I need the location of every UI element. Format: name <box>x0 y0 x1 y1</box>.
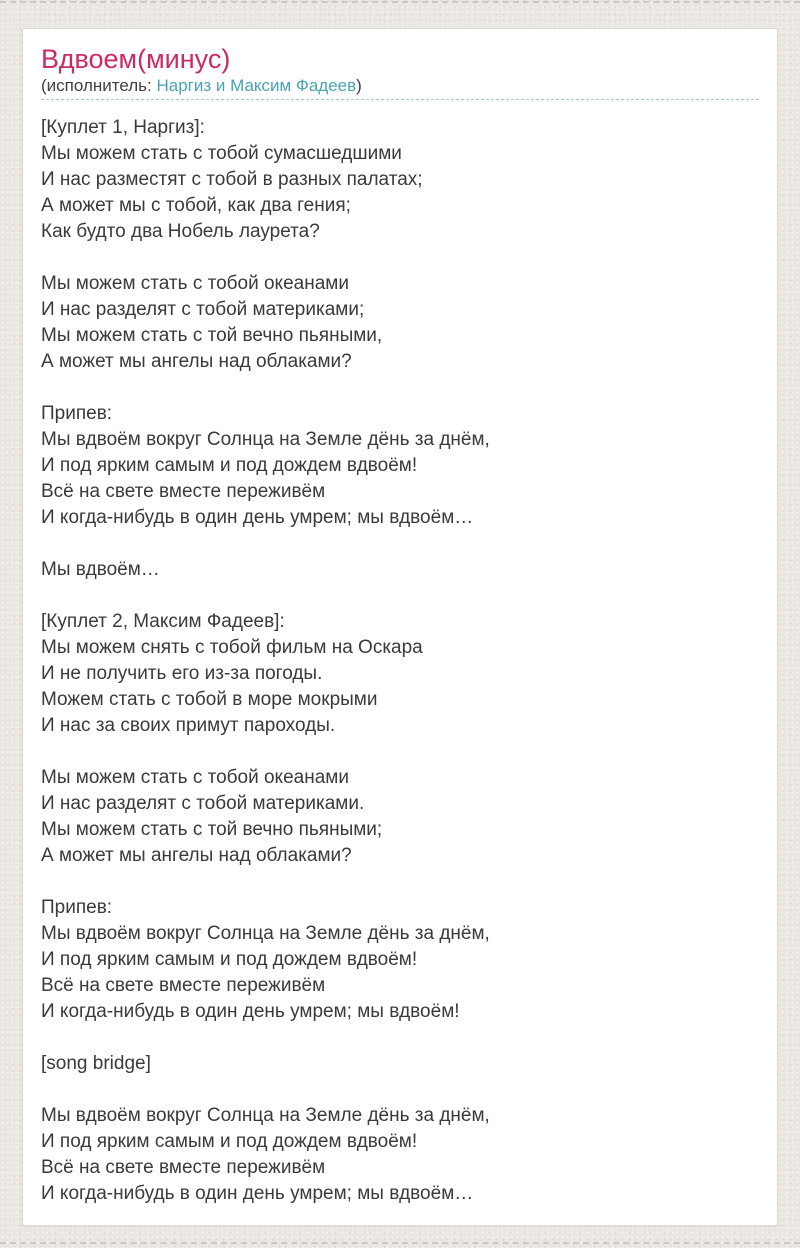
lyric-line: А может мы ангелы над облаками? <box>41 845 352 866</box>
lyric-line: Припев: <box>41 403 113 424</box>
subtitle-suffix: ) <box>356 76 362 95</box>
lyric-line: [Куплет 1, Наргиз]: <box>41 117 205 138</box>
lyric-line: Припев: <box>41 897 113 918</box>
lyric-line: Всё на свете вместе переживём <box>41 975 326 996</box>
lyric-line: И под ярким самым и под дождем вдвоём! <box>41 949 418 970</box>
lyrics-stanza <box>41 895 759 1025</box>
lyric-line: [Куплет 2, Максим Фадеев]: <box>41 611 285 632</box>
lyrics-card <box>22 28 778 1226</box>
lyric-line: И не получить его из-за погоды. <box>41 663 323 684</box>
lyric-line: А может мы с тобой, как два гения; <box>41 195 351 216</box>
lyric-line: Мы вдвоём вокруг Солнца на Земле дёнь за днём, <box>41 429 490 450</box>
lyric-line: Мы вдвоём… <box>41 559 160 580</box>
lyrics-stanza <box>41 765 759 869</box>
lyrics-stanza <box>41 1103 759 1207</box>
lyrics-stanza <box>41 271 759 375</box>
lyric-line: И под ярким самым и под дождем вдвоём! <box>41 455 418 476</box>
lyric-line: И под ярким самым и под дождем вдвоём! <box>41 1131 418 1152</box>
lyric-line: Мы можем стать с той вечно пьяными; <box>41 819 383 840</box>
lyric-line: Можем стать с тобой в море мокрыми <box>41 689 378 710</box>
page-title: Вдвоем(минус) <box>41 44 231 74</box>
lyric-line: Мы вдвоём вокруг Солнца на Земле дёнь за днём, <box>41 1105 490 1126</box>
lyric-line: И когда-нибудь в один день умрем; мы вдвоём… <box>41 507 474 528</box>
lyric-line: И когда-нибудь в один день умрем; мы вдвоём… <box>41 1183 474 1204</box>
lyric-line: И когда-нибудь в один день умрем; мы вдвоём! <box>41 1001 460 1022</box>
lyric-line: А может мы ангелы над облаками? <box>41 351 352 372</box>
lyrics-stanza <box>41 557 759 583</box>
lyrics-stanza <box>41 115 759 245</box>
lyric-line: Мы можем стать с той вечно пьяными, <box>41 325 383 346</box>
artist-subtitle <box>41 76 759 100</box>
lyrics-stanza <box>41 1051 759 1077</box>
lyric-line: [song bridge] <box>41 1053 151 1074</box>
lyric-line: И нас разместят с тобой в разных палатах; <box>41 169 423 190</box>
lyric-line: И нас разделят с тобой материками. <box>41 793 365 814</box>
bottom-edge-dashed-divider <box>0 1242 800 1244</box>
lyric-line: Всё на свете вместе переживём <box>41 481 326 502</box>
lyric-line: И нас разделят с тобой материками; <box>41 299 365 320</box>
lyric-line: Всё на свете вместе переживём <box>41 1157 326 1178</box>
lyrics-text-block <box>41 115 759 1207</box>
lyric-line: Мы можем стать с тобой океанами <box>41 767 349 788</box>
lyrics-stanza <box>41 401 759 531</box>
lyric-line: И нас за своих примут пароходы. <box>41 715 336 736</box>
lyric-line: Мы можем стать с тобой сумасшедшими <box>41 143 402 164</box>
lyrics-stanza <box>41 609 759 739</box>
lyric-line: Как будто два Нобель лаурета? <box>41 221 320 242</box>
artist-link[interactable]: Наргиз и Максим Фадеев <box>156 76 357 95</box>
top-edge-dashed-divider <box>0 1 800 3</box>
subtitle-prefix: (исполнитель: <box>41 76 157 95</box>
lyric-line: Мы можем снять с тобой фильм на Оскара <box>41 637 423 658</box>
lyric-line: Мы можем стать с тобой океанами <box>41 273 349 294</box>
lyric-line: Мы вдвоём вокруг Солнца на Земле дёнь за днём, <box>41 923 490 944</box>
